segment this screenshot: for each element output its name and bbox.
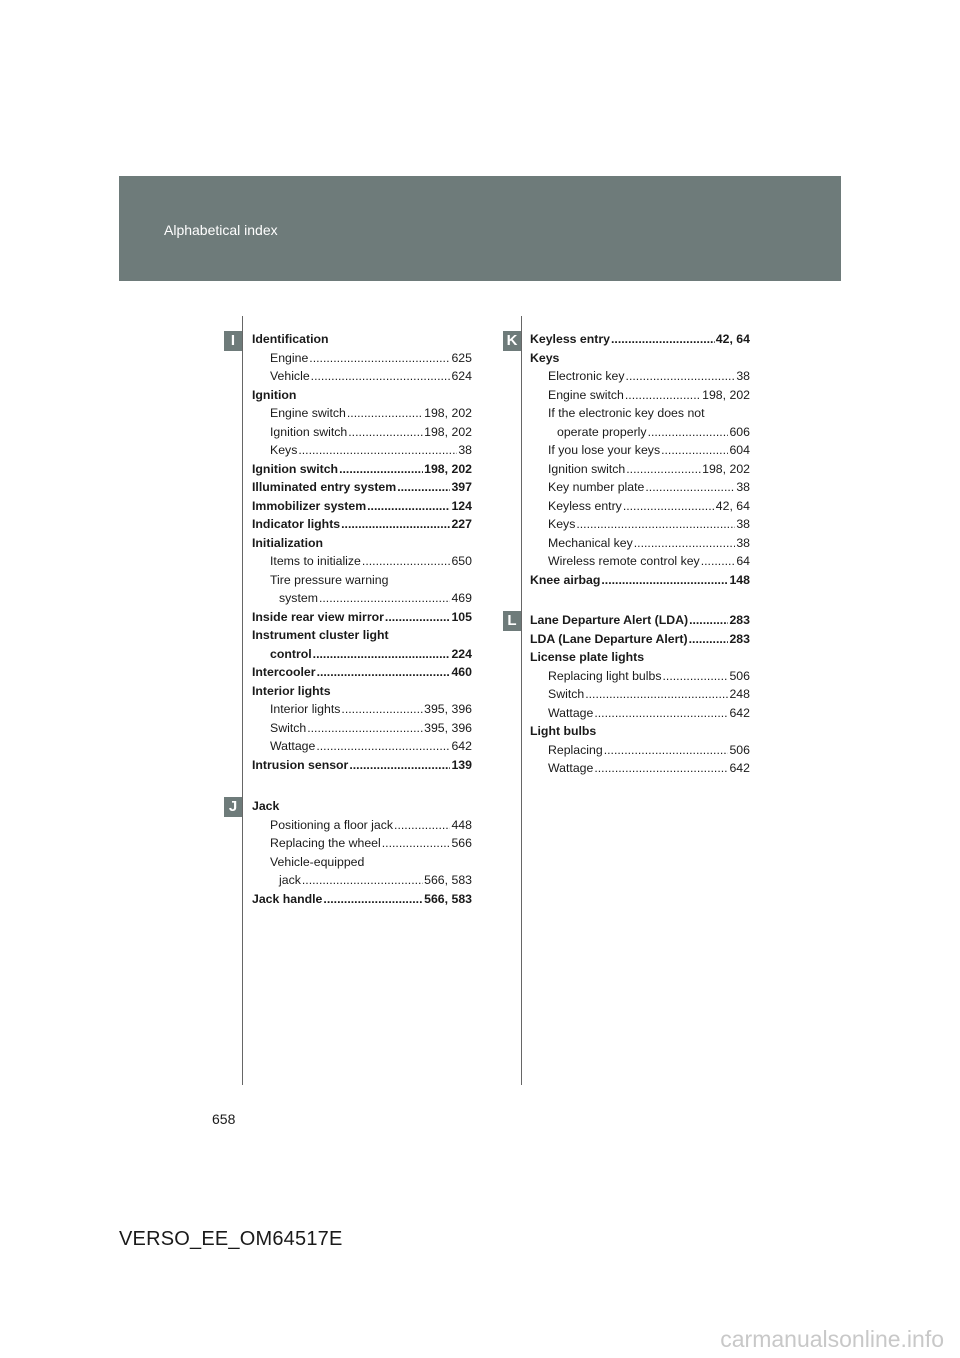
index-section-l	[530, 613, 750, 780]
index-entry	[252, 480, 472, 499]
index-entry-label: Intrusion sensor	[252, 757, 349, 772]
dot-leader	[576, 517, 735, 531]
index-entry-page[interactable]: 283	[729, 613, 750, 627]
header-band	[119, 176, 841, 281]
dot-leader	[701, 554, 736, 568]
index-entry	[252, 462, 472, 481]
index-section-i	[252, 332, 472, 776]
index-entry	[252, 406, 472, 425]
index-entry-label: Tire pressure warning	[270, 572, 389, 587]
index-entry-label: Wattage	[270, 739, 316, 753]
index-entry-page[interactable]: 624	[451, 369, 472, 383]
index-entry-label: Inside rear view mirror	[252, 609, 384, 624]
index-entry-label: Keys	[270, 443, 298, 457]
dot-leader	[634, 536, 736, 550]
index-entry-page[interactable]: 395, 396	[424, 702, 472, 716]
dot-leader	[307, 721, 423, 735]
index-entry-page[interactable]: 642	[451, 739, 472, 753]
index-entry-label: Keys	[548, 517, 576, 531]
section-tab-j: J	[224, 797, 242, 817]
index-entry-page[interactable]: 642	[729, 705, 750, 720]
index-entry	[530, 388, 750, 407]
index-entry-label: Light bulbs	[530, 724, 597, 738]
dot-leader	[298, 443, 457, 457]
index-entry-label: Wattage	[548, 761, 594, 775]
section-tab-i: I	[224, 331, 242, 351]
index-entry-label: Jack	[252, 799, 280, 813]
index-entry-label: control	[270, 646, 312, 661]
index-entry-page[interactable]: 625	[451, 350, 472, 365]
index-entry	[252, 665, 472, 684]
dot-leader	[367, 499, 450, 513]
index-entry-page[interactable]: 397	[451, 480, 472, 494]
index-entry-label: Ignition switch	[252, 461, 339, 476]
index-section-k	[530, 332, 750, 591]
index-entry	[530, 499, 750, 518]
dot-leader	[626, 462, 701, 476]
index-entry-page[interactable]: 248	[729, 687, 750, 701]
index-entry-label: Engine switch	[548, 387, 624, 402]
dot-leader	[594, 761, 728, 775]
index-entry-label: Ignition switch	[548, 461, 626, 476]
index-entry-page[interactable]: 606	[729, 424, 750, 439]
index-entry-label: Keyless entry	[548, 498, 622, 513]
dot-leader	[594, 706, 728, 720]
index-entry-label: If the electronic key does not	[548, 406, 705, 420]
index-entry	[530, 743, 750, 762]
index-entry	[252, 721, 472, 740]
index-entry-label: Electronic key	[548, 369, 625, 383]
dot-leader	[341, 702, 423, 716]
index-entry-page[interactable]: 566, 583	[424, 891, 472, 906]
index-entry	[530, 613, 750, 632]
dot-leader	[309, 351, 450, 365]
index-entry-label: Ignition	[252, 387, 297, 402]
index-entry-label: operate properly	[557, 424, 647, 439]
index-entry	[252, 388, 472, 407]
index-entry-label: Knee airbag	[530, 572, 601, 587]
dot-leader	[349, 758, 450, 772]
page-title: Alphabetical index	[164, 222, 278, 238]
index-entry-page[interactable]: 38	[736, 480, 750, 494]
index-entry-page[interactable]: 604	[729, 443, 750, 457]
index-entry	[252, 836, 472, 855]
section-tab-k: K	[503, 331, 521, 351]
index-entry	[252, 873, 472, 892]
index-entry-page[interactable]: 64	[736, 554, 750, 568]
index-entry	[252, 369, 472, 388]
index-entry	[530, 724, 750, 743]
index-entry	[252, 499, 472, 518]
index-entry-page[interactable]: 448	[451, 817, 472, 832]
index-entry	[252, 855, 472, 874]
index-entry-label: Illuminated entry system	[252, 480, 397, 494]
index-entry	[252, 647, 472, 666]
index-entry	[530, 369, 750, 388]
index-entry-label: Identification	[252, 332, 329, 346]
index-entry-label: Interior lights	[270, 702, 341, 716]
dot-leader	[645, 480, 735, 494]
dot-leader	[626, 369, 736, 383]
index-entry-page[interactable]: 469	[451, 591, 472, 605]
dot-leader	[689, 632, 729, 646]
index-entry-label: Keyless entry	[530, 332, 610, 346]
index-entry	[252, 702, 472, 721]
index-entry	[530, 351, 750, 370]
index-entry-label: Mechanical key	[548, 535, 633, 550]
dot-leader	[316, 739, 450, 753]
dot-leader	[341, 517, 450, 531]
column-divider-left	[242, 316, 243, 1085]
index-entry-label: system	[279, 591, 318, 605]
index-entry	[530, 650, 750, 669]
dot-leader	[662, 669, 728, 683]
index-entry-label: Items to initialize	[270, 554, 361, 568]
index-entry-page[interactable]: 198, 202	[424, 424, 472, 439]
dot-leader	[611, 332, 715, 346]
index-entry-page[interactable]: 198, 202	[424, 406, 472, 420]
index-entry	[252, 684, 472, 703]
index-entry-label: License plate lights	[530, 650, 645, 664]
dot-leader	[385, 610, 451, 624]
index-entry	[530, 706, 750, 725]
dot-leader	[397, 480, 450, 494]
dot-leader	[362, 554, 451, 568]
index-entry-page[interactable]: 38	[458, 443, 472, 457]
index-entry-page[interactable]: 42, 64	[715, 498, 750, 513]
index-entry-page[interactable]: 283	[729, 631, 750, 646]
index-entry	[252, 610, 472, 629]
index-entry	[530, 443, 750, 462]
index-entry	[252, 818, 472, 837]
dot-leader	[311, 369, 451, 383]
index-entry	[530, 761, 750, 780]
index-entry-label: Intercooler	[252, 665, 316, 679]
section-tab-l: L	[503, 611, 521, 631]
index-entry	[252, 799, 472, 818]
dot-leader	[394, 818, 450, 832]
index-entry-label: Instrument cluster light	[252, 628, 389, 642]
watermark: carmanualsonline.info	[720, 1326, 944, 1352]
index-entry-page[interactable]: 148	[729, 572, 750, 587]
index-entry	[252, 758, 472, 777]
index-entry-page[interactable]: 139	[451, 757, 472, 772]
index-entry	[252, 351, 472, 370]
index-entry-label: Engine	[270, 350, 309, 365]
dot-leader	[585, 687, 728, 701]
index-entry-label: LDA (Lane Departure Alert)	[530, 631, 688, 646]
index-entry-page[interactable]: 650	[451, 554, 472, 568]
index-entry	[252, 517, 472, 536]
dot-leader	[689, 613, 728, 627]
index-entry-page[interactable]: 42, 64	[715, 332, 750, 346]
index-entry	[252, 739, 472, 758]
index-entry	[252, 573, 472, 592]
document-code: VERSO_EE_OM64517E	[119, 1228, 343, 1250]
index-entry-page[interactable]: 506	[729, 742, 750, 757]
index-entry-page[interactable]: 198, 202	[424, 461, 472, 476]
index-entry	[252, 554, 472, 573]
index-entry-label: Immobilizer system	[252, 498, 367, 513]
index-entry-page[interactable]: 198, 202	[702, 387, 750, 402]
index-entry	[252, 443, 472, 462]
index-entry-page[interactable]: 566, 583	[424, 873, 472, 887]
index-entry	[530, 573, 750, 592]
index-entry-label: Keys	[530, 350, 560, 365]
index-entry-label: Replacing	[548, 742, 603, 757]
column-divider-right	[521, 316, 522, 1085]
index-entry	[530, 406, 750, 425]
index-entry-label: Engine switch	[270, 406, 346, 420]
index-entry-label: Key number plate	[548, 480, 645, 494]
index-entry	[530, 517, 750, 536]
dot-leader	[661, 443, 728, 457]
dot-leader	[347, 406, 423, 420]
index-entry-label: Interior lights	[252, 683, 331, 698]
index-entry-label: Switch	[270, 720, 307, 735]
dot-leader	[623, 499, 715, 513]
index-entry	[252, 332, 472, 351]
index-entry	[252, 536, 472, 555]
index-entry-page[interactable]: 227	[451, 517, 472, 531]
index-entry-page[interactable]: 105	[451, 609, 472, 624]
index-entry	[530, 632, 750, 651]
index-entry-page[interactable]: 642	[729, 761, 750, 775]
index-entry-label: If you lose your keys	[548, 443, 661, 457]
index-entry	[252, 892, 472, 911]
dot-leader	[348, 425, 423, 439]
dot-leader	[313, 647, 451, 661]
index-entry-label: Replacing light bulbs	[548, 668, 662, 683]
dot-leader	[317, 665, 451, 679]
index-entry-label: jack	[279, 873, 301, 887]
index-entry-label: Switch	[548, 687, 585, 701]
dot-leader	[648, 425, 729, 439]
index-entry-label: Indicator lights	[252, 517, 341, 531]
index-entry-label: Initialization	[252, 535, 324, 550]
dot-leader	[601, 573, 728, 587]
dot-leader	[339, 462, 423, 476]
dot-leader	[319, 591, 451, 605]
index-entry-page[interactable]: 198, 202	[702, 461, 750, 476]
index-entry-page[interactable]: 395, 396	[424, 720, 472, 735]
index-entry-label: Vehicle	[270, 369, 310, 383]
index-entry-page[interactable]: 38	[736, 535, 750, 550]
dot-leader	[604, 743, 729, 757]
index-entry-label: Wattage	[548, 705, 594, 720]
index-entry-label: Replacing the wheel	[270, 836, 381, 850]
index-entry	[530, 425, 750, 444]
index-entry-page[interactable]: 38	[736, 517, 750, 531]
index-entry	[530, 669, 750, 688]
dot-leader	[625, 388, 701, 402]
index-entry	[530, 687, 750, 706]
index-entry-page[interactable]: 460	[451, 665, 472, 679]
index-entry	[252, 591, 472, 610]
index-entry-page[interactable]: 38	[736, 369, 750, 383]
index-entry-label: Vehicle-equipped	[270, 854, 365, 869]
index-entry-page[interactable]: 124	[451, 498, 472, 513]
dot-leader	[382, 836, 451, 850]
index-entry-label: Jack handle	[252, 891, 323, 906]
index-section-j	[252, 799, 472, 910]
index-entry	[252, 425, 472, 444]
index-entry	[530, 554, 750, 573]
index-entry-page[interactable]: 566	[451, 836, 472, 850]
dot-leader	[323, 892, 423, 906]
index-entry	[530, 462, 750, 481]
index-entry	[530, 480, 750, 499]
index-entry	[252, 628, 472, 647]
index-entry-label: Wireless remote control key	[548, 554, 700, 568]
index-entry	[530, 332, 750, 351]
index-entry-page[interactable]: 506	[729, 668, 750, 683]
dot-leader	[302, 873, 423, 887]
index-entry-label: Ignition switch	[270, 424, 348, 439]
index-entry-label: Lane Departure Alert (LDA)	[530, 613, 689, 627]
index-entry-label: Positioning a floor jack	[270, 817, 394, 832]
index-entry-page[interactable]: 224	[451, 646, 472, 661]
page-number: 658	[212, 1111, 236, 1127]
index-entry	[530, 536, 750, 555]
